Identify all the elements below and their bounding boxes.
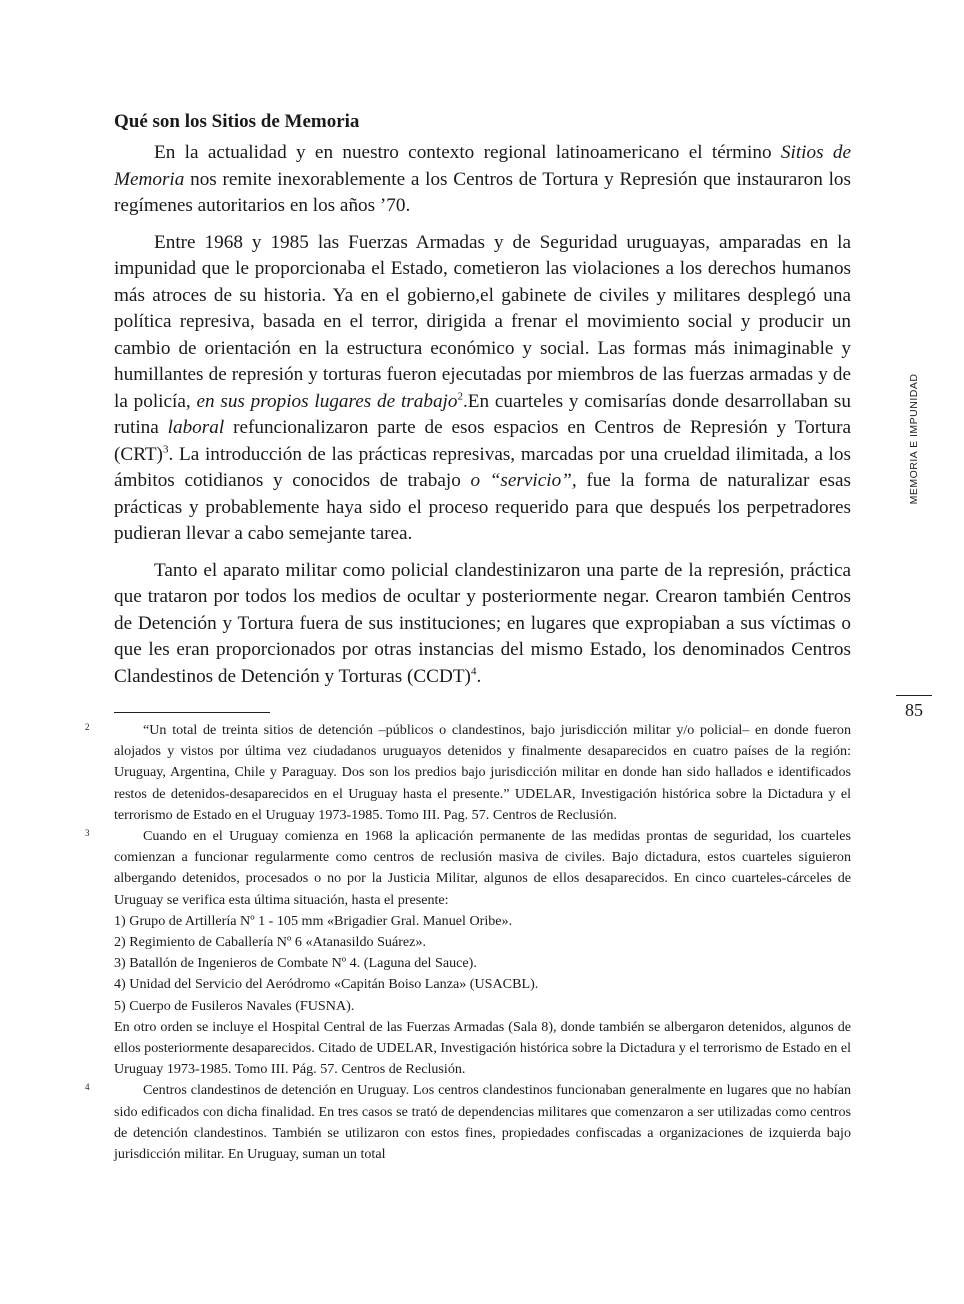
footnote-2-mark: 2 — [85, 722, 90, 732]
running-section-label-text: MEMORIA E IMPUNIDAD — [908, 373, 920, 505]
paragraph-1-emphasis: Sitios de Memoria — [114, 142, 851, 190]
paragraph-2-text-d: . La introducción de las prácticas represivas, marcadas por una crueldad ilimitada, a los ámbitos cotidianos y conocidos de trabajo — [114, 443, 851, 491]
paragraph-1-text-a: En la actualidad y en nuestro contexto regional latinoamericano el término — [154, 142, 781, 163]
footnote-4-text: Centros clandestinos de detención en Uruguay. Los centros clandestinos funcionaban generalmente en lugares que no habían sido edificados con dicha finalidad. En tres casos se trató de dependencias militares que comenzaron a ser utilizadas como centros de detención clandestinos. También se utilizaron con estos fines, propiedades confiscadas a organizaciones de izquierda bajo jurisdicción militar. En Uruguay, suman un total — [114, 1082, 851, 1163]
footnotes — [85, 720, 851, 1165]
paragraph-2-emphasis-1: en sus propios lugares de trabajo — [196, 390, 458, 412]
paragraph-2-text-a: Entre 1968 y 1985 las Fuerzas Armadas y de Seguridad uruguayas, amparadas en la impunidad que le proporcionaba el Estado, cometieron las violaciones a los derechos humanos más atroces de su historia. Ya en el gobierno,el gabinete de civiles y militares desplegó una política represiva, basada en el terror, dirigida a frenar el movimiento social y producir un cambio de orientación en la estructura económico y social. Las formas más inimaginable y humillantes de represión y torturas fueron ejecutadas por miembros de las fuerzas armadas y de la policía, — [114, 231, 851, 412]
footnote-ref-2[interactable]: 2 — [457, 390, 463, 403]
footnote-ref-3[interactable]: 3 — [162, 443, 169, 456]
paragraph-3-text-a: Tanto el aparato militar como policial clandestinizaron una parte de la represión, práctica que trataron por todos los medios de ocultar y posteriormente negar. Crearon también Centros de Detención y Tortura fuera de sus instituciones; en lugares que expropiaban a sus víctimas o que les eran proporcionados por otras instancias del mismo Estado, los denominados Centros Clandestinos de Detención y Torturas (CCDT) — [114, 559, 851, 687]
paragraph-3 — [114, 558, 851, 691]
footnote-2 — [85, 720, 851, 826]
paragraph-2-text-b: .En cuarteles y comisarías donde desarrollaban su rutina — [114, 390, 851, 438]
footnote-3-list-item: 4) Unidad del Servicio del Aeródromo «Capitán Boiso Lanza» (USACBL). — [114, 976, 539, 993]
footnote-3-list-item: 5) Cuerpo de Fusileros Navales (FUSNA). — [114, 997, 355, 1014]
footnote-4 — [85, 1080, 851, 1165]
paragraph-2-emphasis-3: o “servicio”, — [470, 470, 577, 491]
footnote-4-mark: 4 — [85, 1082, 90, 1093]
paragraph-1 — [114, 140, 851, 220]
footnote-separator — [114, 712, 270, 713]
section-heading: Qué son los Sitios de Memoria — [114, 111, 360, 132]
paragraph-2-text-e: fue la forma de naturalizar esas prácticas y probablemente haya sido el proceso requerido para que después los perpetradores pudieran llevar a cabo semejante tarea. — [114, 470, 851, 544]
footnote-2-text: “Un total de treinta sitios de detención –públicos o clandestinos, bajo jurisdicción militar y/o policial– en donde fueron alojados y vistos por última vez ciudadanos uruguayos detenidos y finalmente desaparecidos en cuatro países de la región: Uruguay, Argentina, Chile y Paraguay. Dos son los predios bajo jurisdicción militar en donde han sido hallados e identificados restos de detenidos-desaparecidos en el Uruguay hasta el presente.” UDELAR, Investigación histórica sobre la Dictadura y el terrorismo de Estado en el Uruguay 1973-1985. Tomo III. Pag. 57. Centros de Reclusión. — [114, 722, 851, 823]
running-section-label — [903, 368, 925, 510]
footnote-3-list-item: 3) Batallón de Ingenieros de Combate Nº 4. (Laguna del Sauce). — [114, 955, 477, 972]
page-number: 85 — [905, 700, 923, 720]
paragraph-2 — [114, 230, 851, 548]
paragraph-1-text-b: nos remite inexorablemente a los Centros de Tortura y Represión que instauraron los regímenes autoritarios en los años ’70. — [114, 168, 851, 216]
page-number-rule — [896, 695, 932, 696]
paragraph-3-text-b: . — [476, 665, 482, 687]
footnote-3-list-item: 1) Grupo de Artillería Nº 1 - 105 mm «Brigadier Gral. Manuel Oribe». — [114, 912, 513, 929]
paragraph-2-text-c: refuncionalizaron parte de esos espacios en Centros de Represión y Tortura (CRT) — [114, 417, 851, 465]
paragraph-2-emphasis-2: laboral — [167, 417, 225, 438]
main-text — [114, 110, 851, 700]
footnote-3-closing: En otro orden se incluye el Hospital Central de las Fuerzas Armadas (Sala 8), donde también se albergaron detenidos, algunos de ellos posteriormente desaparecidos. Citado de UDELAR, Investigación histórica sobre la Dictadura y el terrorismo de Estado en el Uruguay 1973-1985. Tomo III. Pág. 57. Centros de Reclusión. — [114, 1018, 851, 1078]
footnote-3-list-item: 2) Regimiento de Caballería Nº 6 «Atanasildo Suárez». — [114, 934, 426, 951]
footnote-3-mark: 3 — [85, 828, 90, 839]
footnote-3-text: Cuando en el Uruguay comienza en 1968 la aplicación permanente de las medidas prontas de seguridad, los cuarteles comienzan a funcionar regularmente como centros de reclusión masiva de civiles. Bajo dictadura, estos cuarteles siguieron albergando detenidos, procesados o no por la Justicia Militar, algunos de ellos desaparecidos. En cinco cuarteles-cárceles de Uruguay se verifica esta última situación, hasta el presente: — [114, 828, 851, 908]
footnote-3 — [85, 826, 851, 911]
footnote-ref-4[interactable]: 4 — [470, 665, 477, 678]
